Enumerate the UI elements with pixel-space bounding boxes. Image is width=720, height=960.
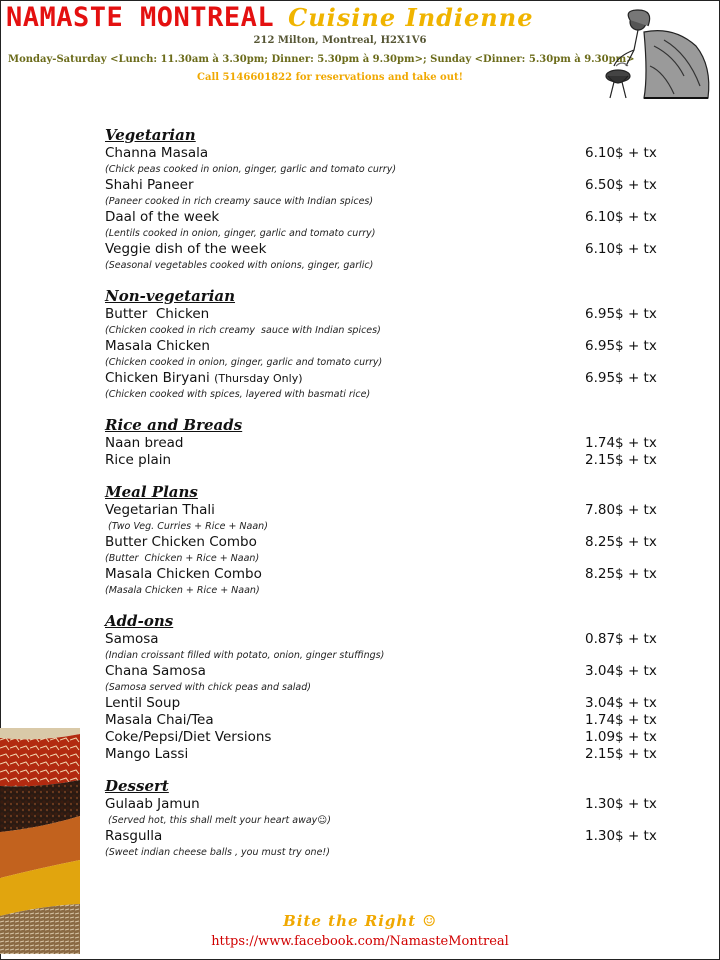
menu-item-name-wrap xyxy=(105,534,257,551)
menu-item xyxy=(105,241,675,273)
menu-item-row xyxy=(105,209,675,226)
menu-section xyxy=(105,777,675,860)
menu-item-name: Mango Lassi xyxy=(105,746,189,762)
menu-item-name-wrap xyxy=(105,729,271,746)
menu-item-row xyxy=(105,712,675,729)
menu-item-description: (Butter Chicken + Rice + Naan) xyxy=(105,553,260,564)
menu-item-price: 6.50$ + tx xyxy=(585,177,657,193)
menu-item-name-wrap xyxy=(105,370,303,387)
cooking-woman-illustration xyxy=(604,6,716,106)
section-title: Meal Plans xyxy=(105,483,198,501)
menu-item-row xyxy=(105,663,675,680)
menu-item-name: Vegetarian Thali xyxy=(105,502,215,518)
restaurant-address: 212 Milton, Montreal, H2X1V6 xyxy=(253,35,427,46)
menu-item-name-wrap xyxy=(105,631,159,648)
menu-header xyxy=(0,0,720,100)
menu-item xyxy=(105,177,675,209)
menu-item-description: (Masala Chicken + Rice + Naan) xyxy=(105,585,260,596)
menu-item-price: 2.15$ + tx xyxy=(585,746,657,762)
menu-item-name-wrap xyxy=(105,712,214,729)
menu-item-description: (Sweet indian cheese balls , you must try one!) xyxy=(105,847,330,858)
menu-item-price: 6.10$ + tx xyxy=(585,241,657,257)
menu-item xyxy=(105,452,675,469)
menu-item-name-wrap xyxy=(105,209,219,226)
menu-item-price: 1.30$ + tx xyxy=(585,828,657,844)
menu-item-row xyxy=(105,452,675,469)
menu-item xyxy=(105,370,675,402)
menu-item xyxy=(105,828,675,860)
menu-item-row xyxy=(105,729,675,746)
menu-item-row xyxy=(105,145,675,162)
menu-body xyxy=(105,126,675,874)
menu-item xyxy=(105,746,675,763)
menu-item-description: (Chicken cooked with spices, layered with basmati rice) xyxy=(105,389,371,400)
menu-item-price: 6.10$ + tx xyxy=(585,145,657,161)
menu-item-row xyxy=(105,566,675,583)
menu-item-price: 8.25$ + tx xyxy=(585,566,657,582)
menu-item-price: 1.74$ + tx xyxy=(585,435,657,451)
menu-item-price: 7.80$ + tx xyxy=(585,502,657,518)
menu-item-name: Coke/Pepsi/Diet Versions xyxy=(105,729,272,745)
menu-item-name: Chana Samosa xyxy=(105,663,206,679)
menu-item-price: 6.95$ + tx xyxy=(585,306,657,322)
menu-item-name-wrap xyxy=(105,338,210,355)
menu-item-price: 8.25$ + tx xyxy=(585,534,657,550)
menu-item-description: (Served hot, this shall melt your heart away☺) xyxy=(105,815,331,826)
menu-item-description: (Paneer cooked in rich creamy sauce with Indian spices) xyxy=(105,196,374,207)
menu-item-description: (Indian croissant filled with potato, onion, ginger stuffings) xyxy=(105,650,385,661)
menu-item-description: (Chicken cooked in rich creamy sauce with Indian spices) xyxy=(105,325,381,336)
menu-item-name-wrap xyxy=(105,145,208,162)
menu-item-name-wrap xyxy=(105,566,262,583)
menu-item xyxy=(105,712,675,729)
menu-item-description: (Chicken cooked in onion, ginger, garlic and tomato curry) xyxy=(105,357,383,368)
menu-item-name: Naan bread xyxy=(105,435,184,451)
menu-item-note: (Thursday Only) xyxy=(214,372,303,385)
menu-item xyxy=(105,145,675,177)
menu-item-price: 1.09$ + tx xyxy=(585,729,657,745)
menu-item-name-wrap xyxy=(105,828,162,845)
menu-item-name: Butter Chicken xyxy=(105,306,210,322)
menu-item-row xyxy=(105,828,675,845)
menu-footer xyxy=(0,912,720,949)
menu-item xyxy=(105,502,675,534)
facebook-link[interactable]: https://www.facebook.com/NamasteMontreal xyxy=(211,934,509,949)
menu-item xyxy=(105,306,675,338)
menu-item-price: 0.87$ + tx xyxy=(585,631,657,647)
menu-item-price: 2.15$ + tx xyxy=(585,452,657,468)
menu-item-price: 6.10$ + tx xyxy=(585,209,657,225)
menu-item-name: Daal of the week xyxy=(105,209,220,225)
menu-item-name: Chicken Biryani xyxy=(105,370,210,386)
menu-item-name-wrap xyxy=(105,796,200,813)
menu-section xyxy=(105,287,675,402)
section-title: Rice and Breads xyxy=(105,416,243,434)
menu-item-description: (Two Veg. Curries + Rice + Naan) xyxy=(105,521,268,532)
menu-item-row xyxy=(105,796,675,813)
menu-item-name-wrap xyxy=(105,306,209,323)
menu-item-row xyxy=(105,306,675,323)
menu-item-row xyxy=(105,695,675,712)
menu-item-name: Veggie dish of the week xyxy=(105,241,267,257)
menu-item-name: Butter Chicken Combo xyxy=(105,534,257,550)
menu-item-name-wrap xyxy=(105,452,171,469)
menu-item-row xyxy=(105,435,675,452)
menu-item-row xyxy=(105,631,675,648)
menu-item-price: 3.04$ + tx xyxy=(585,663,657,679)
menu-item-name: Masala Chicken xyxy=(105,338,210,354)
menu-item xyxy=(105,209,675,241)
menu-item-name: Shahi Paneer xyxy=(105,177,194,193)
menu-item-name: Samosa xyxy=(105,631,159,647)
menu-item xyxy=(105,534,675,566)
menu-section xyxy=(105,416,675,469)
section-title: Add-ons xyxy=(105,612,174,630)
menu-item xyxy=(105,566,675,598)
menu-item-name-wrap xyxy=(105,435,183,452)
menu-item-price: 1.74$ + tx xyxy=(585,712,657,728)
menu-item xyxy=(105,338,675,370)
reservation-call: Call 5146601822 for reservations and take out! xyxy=(197,72,463,83)
section-title: Vegetarian xyxy=(105,126,196,144)
cuisine-subtitle: Cuisine Indienne xyxy=(288,3,534,32)
menu-item xyxy=(105,796,675,828)
section-title: Non-vegetarian xyxy=(105,287,236,305)
menu-item-row xyxy=(105,338,675,355)
menu-item-name: Lentil Soup xyxy=(105,695,181,711)
menu-item-description: (Lentils cooked in onion, ginger, garlic and tomato curry) xyxy=(105,228,376,239)
menu-item-row xyxy=(105,502,675,519)
menu-item-price: 6.95$ + tx xyxy=(585,370,657,386)
restaurant-name: NAMASTE MONTREAL xyxy=(6,2,275,33)
menu-item-name: Rasgulla xyxy=(105,828,163,844)
menu-item-name-wrap xyxy=(105,663,206,680)
menu-section xyxy=(105,483,675,598)
menu-item-price: 1.30$ + tx xyxy=(585,796,657,812)
menu-item-name: Masala Chicken Combo xyxy=(105,566,262,582)
menu-item-row xyxy=(105,746,675,763)
menu-item-name-wrap xyxy=(105,746,188,763)
menu-item-name: Rice plain xyxy=(105,452,172,468)
menu-item-name-wrap xyxy=(105,502,215,519)
tagline: Bite the Right ☺ xyxy=(283,912,437,930)
menu-item-row xyxy=(105,177,675,194)
menu-item-name: Channa Masala xyxy=(105,145,209,161)
menu-item-row xyxy=(105,534,675,551)
restaurant-title xyxy=(6,2,533,33)
menu-item-description: (Chick peas cooked in onion, ginger, garlic and tomato curry) xyxy=(105,164,397,175)
menu-section xyxy=(105,612,675,763)
menu-item xyxy=(105,695,675,712)
menu-section xyxy=(105,126,675,273)
menu-item-name: Masala Chai/Tea xyxy=(105,712,214,728)
menu-item xyxy=(105,435,675,452)
menu-item-row xyxy=(105,241,675,258)
menu-item-row xyxy=(105,370,675,387)
menu-item xyxy=(105,663,675,695)
menu-item xyxy=(105,631,675,663)
menu-item-price: 6.95$ + tx xyxy=(585,338,657,354)
menu-item-description: (Seasonal vegetables cooked with onions, ginger, garlic) xyxy=(105,260,374,271)
menu-item-name-wrap xyxy=(105,695,180,712)
menu-item-name-wrap xyxy=(105,241,266,258)
menu-item-name: Gulaab Jamun xyxy=(105,796,200,812)
menu-item-description: (Samosa served with chick peas and salad) xyxy=(105,682,311,693)
section-title: Dessert xyxy=(105,777,169,795)
menu-item-price: 3.04$ + tx xyxy=(585,695,657,711)
menu-item-name-wrap xyxy=(105,177,194,194)
opening-hours: Monday-Saturday <Lunch: 11.30am à 3.30pm; Dinner: 5.30pm à 9.30pm>; Sunday <Dinner: 5.30pm à 9.30pm> xyxy=(8,54,635,65)
menu-item xyxy=(105,729,675,746)
